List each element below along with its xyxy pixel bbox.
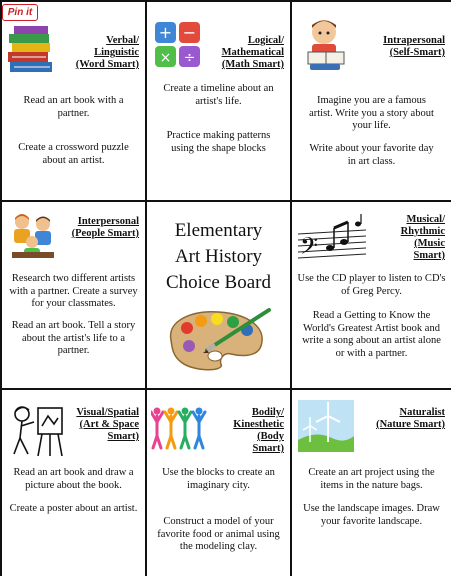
cell-musical-rhythmic: [292, 202, 451, 390]
cell-bodily-kinesthetic: [147, 390, 292, 576]
naturalist-title: Naturalist (Nature Smart): [376, 407, 445, 430]
visual-activity-2: Create a poster about an artist.: [9, 503, 138, 514]
logical-activity-2: Practice making patterns using the shape blocks: [166, 130, 271, 154]
wind-turbine-landscape-icon: [298, 400, 354, 452]
interpersonal-activity-2: Read an art book. Tell a story about the artist's life to a partner.: [11, 320, 136, 356]
visual-activity-1: Read an art book and draw a picture about the book.: [13, 467, 134, 491]
verbal-activity-2: Create a crossword puzzle about an artist.: [18, 142, 129, 166]
cell-naturalist: [292, 390, 451, 576]
bodily-activity-1: Use the blocks to create an imaginary city.: [162, 467, 275, 491]
svg-text:+: +: [158, 23, 173, 42]
musical-activity-2: Read a Getting to Know the World's Greatest Artist book and write a song about an artist alone or with a partner.: [302, 310, 441, 359]
verbal-activity-1: Read an art book with a partner.: [23, 95, 124, 119]
verbal-title: Verbal/ Linguistic (Word Smart): [75, 35, 139, 70]
dancing-figures-icon: [151, 404, 215, 454]
cell-logical-mathematical: [147, 2, 292, 202]
cell-center-title: [147, 202, 292, 390]
logical-title: Logical/ Mathematical (Math Smart): [221, 35, 284, 70]
cell-interpersonal: [2, 202, 147, 390]
bodily-title: Bodily/ Kinesthetic (Body Smart): [233, 407, 284, 454]
stacked-books-icon: [6, 22, 56, 78]
naturalist-activity-1: Create an art project using the items in the nature bags.: [308, 467, 435, 491]
cell-visual-spatial: [2, 390, 147, 576]
visual-title: Visual/Spatial (Art & Space Smart): [76, 407, 139, 442]
logical-activity-1: Create a timeline about an artist's life.: [163, 83, 274, 107]
board-title: Elementary Art History Choice Board: [165, 220, 271, 293]
bodily-activity-2: Construct a model of your favorite food or animal using the modeling clay.: [157, 516, 280, 552]
interpersonal-title: Interpersonal (People Smart): [71, 216, 139, 239]
group-of-kids-icon: [10, 210, 56, 260]
paint-palette-icon: [163, 306, 273, 372]
naturalist-activity-2: Use the landscape images. Draw your favorite landscape.: [303, 503, 440, 527]
intrapersonal-activity-1: Imagine you are a famous artist. Write you a story about your life.: [309, 95, 434, 131]
svg-text:𝄢: 𝄢: [300, 232, 319, 265]
cell-intrapersonal: [292, 2, 451, 202]
musical-title: Musical/ Rhythmic (Music Smart): [400, 214, 445, 261]
intrapersonal-activity-2: Write about your favorite day in art class.: [309, 143, 434, 167]
math-symbols-icon: [155, 22, 201, 68]
music-notes-icon: [296, 212, 368, 266]
painter-at-easel-icon: [6, 400, 68, 458]
intrapersonal-title: Intrapersonal (Self-Smart): [383, 35, 445, 58]
pin-it-button[interactable]: Pin it: [2, 4, 38, 21]
svg-text:×: ×: [159, 50, 172, 66]
interpersonal-activity-1: Research two different artists with a partner. Create a survey for your classmates.: [9, 273, 138, 309]
svg-text:−: −: [182, 23, 197, 42]
svg-text:÷: ÷: [183, 50, 196, 66]
musical-activity-1: Use the CD player to listen to CD's of Greg Percy.: [297, 273, 446, 297]
cell-verbal-linguistic: [2, 2, 147, 202]
reading-child-icon: [300, 16, 352, 72]
